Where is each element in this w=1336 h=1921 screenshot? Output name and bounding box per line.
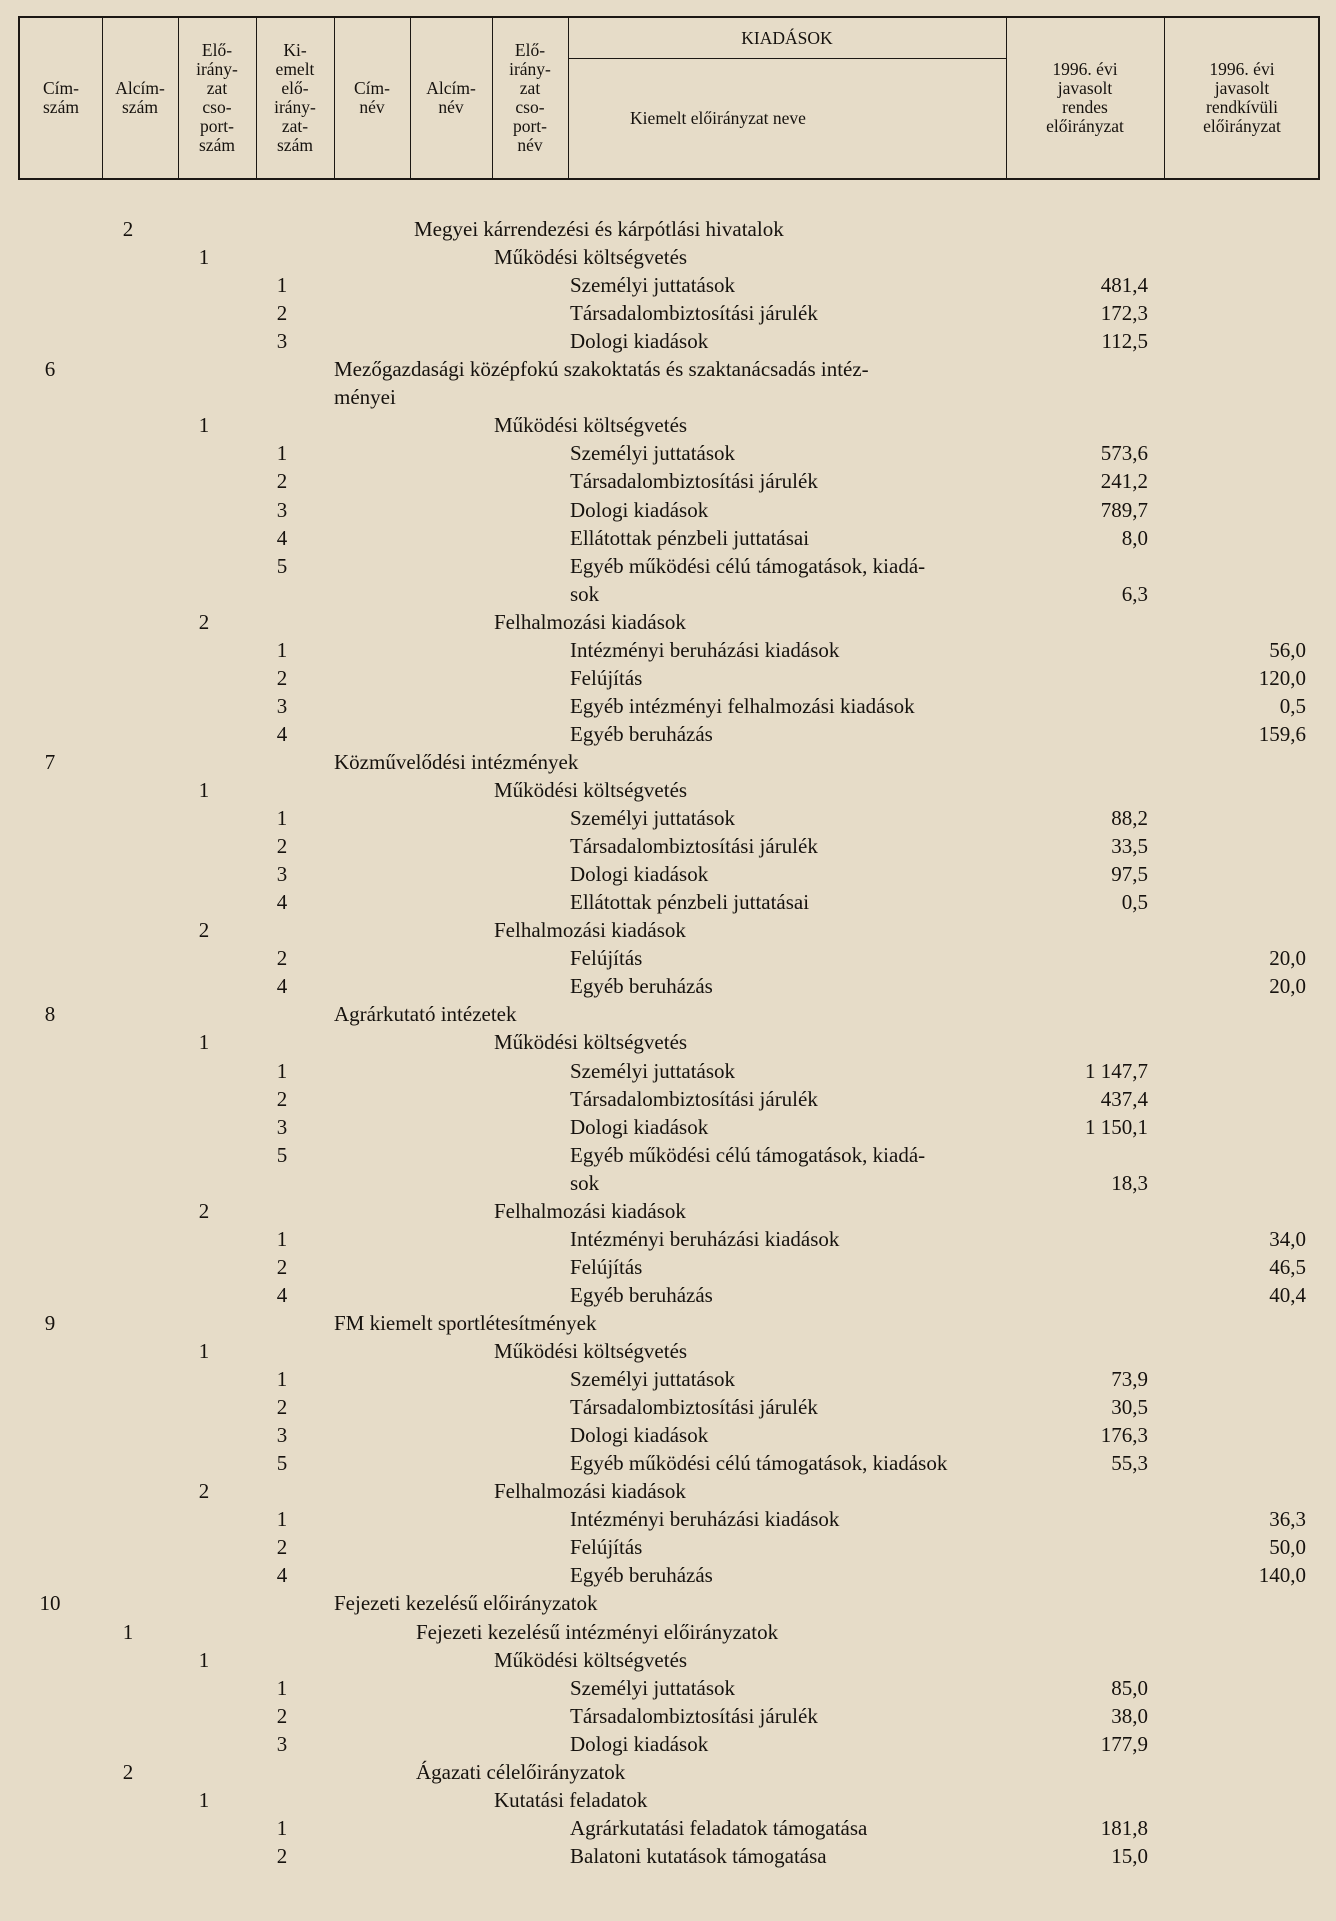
row-label: Ellátottak pénzbeli juttatásai: [570, 890, 810, 915]
row-label: Dologi kiadások: [570, 329, 709, 354]
row-number: 1: [276, 273, 288, 298]
row-number: 1: [276, 637, 288, 662]
row-number: 1: [122, 1619, 134, 1644]
rendes-value: 85,0: [1111, 1675, 1148, 1700]
table-row: [0, 1814, 1336, 1842]
table-row: [0, 1197, 1336, 1225]
row-number: 1: [276, 1058, 288, 1083]
rendes-value: 1 150,1: [1085, 1114, 1148, 1139]
row-label: Egyéb beruházás: [570, 721, 713, 746]
rendkivuli-value: 56,0: [1269, 637, 1306, 662]
row-number: 3: [276, 497, 288, 522]
table-row: [0, 383, 1336, 411]
row-number: 1: [198, 413, 210, 438]
row-number: 1: [276, 1675, 288, 1700]
row-number: 4: [276, 974, 288, 999]
rendes-value: 181,8: [1100, 1815, 1148, 1840]
table-row: [0, 439, 1336, 467]
row-number: 1: [198, 1030, 210, 1055]
row-number: 1: [198, 1787, 210, 1812]
row-label: Egyéb működési célú támogatások, kiadá-: [570, 1142, 926, 1167]
header-rendkivuli-eloiranyzat: 1996. évi javasolt rendkívüli előirányzat: [1203, 59, 1281, 136]
row-label: Egyéb beruházás: [570, 1282, 713, 1307]
row-label: Egyéb működési célú támogatások, kiadások: [570, 1451, 948, 1476]
row-label: Felhalmozási kiadások: [494, 1198, 686, 1223]
row-label: Működési költségvetés: [494, 778, 688, 802]
rendkivuli-value: 50,0: [1269, 1535, 1306, 1560]
row-number: 1: [198, 1647, 210, 1672]
table-row: [0, 580, 1336, 608]
rendkivuli-value: 20,0: [1269, 946, 1306, 971]
row-number: 2: [276, 1254, 288, 1279]
table-row: [0, 1225, 1336, 1253]
row-number: 1: [276, 1226, 288, 1251]
row-label: Közművelődési intézmények: [334, 749, 579, 774]
rendes-value: 0,5: [1121, 890, 1148, 915]
table-row: [0, 1421, 1336, 1449]
table-row: [0, 1589, 1336, 1617]
table-row: [0, 215, 1336, 243]
row-number: 3: [276, 693, 288, 718]
rendes-value: 97,5: [1111, 862, 1148, 887]
table-row: [0, 1758, 1336, 1786]
row-label: Egyéb működési célú támogatások, kiadá-: [570, 553, 926, 578]
row-label: Felhalmozási kiadások: [494, 609, 686, 634]
table-row: [0, 243, 1336, 271]
table-row: [0, 1646, 1336, 1674]
table-row: [0, 1309, 1336, 1337]
header-rendes-eloiranyzat: 1996. évi javasolt rendes előirányzat: [1046, 59, 1124, 136]
table-row: [0, 664, 1336, 692]
row-label: Személyi juttatások: [570, 441, 736, 466]
header-eloiranyzat-csoport-szam: Elő- irány- zat cso- port- szám: [196, 40, 238, 155]
row-label: Intézményi beruházási kiadások: [570, 1226, 840, 1251]
row-label: Személyi juttatások: [570, 806, 736, 831]
row-number: 1: [198, 1339, 210, 1363]
rendes-value: 481,4: [1100, 273, 1148, 298]
row-number: 2: [276, 1395, 288, 1420]
row-label: Felújítás: [570, 1254, 643, 1279]
table-row: [0, 1477, 1336, 1505]
row-number: 3: [276, 862, 288, 887]
table-row: [0, 524, 1336, 552]
table-row: [0, 720, 1336, 748]
table-row: [0, 916, 1336, 944]
row-number: 2: [276, 301, 288, 326]
row-number: 4: [276, 1282, 288, 1307]
header-kiadasok: KIADÁSOK: [741, 27, 833, 48]
row-label: Működési költségvetés: [494, 1647, 688, 1672]
table-row: [0, 1561, 1336, 1589]
rendes-value: 8,0: [1121, 525, 1148, 550]
row-number: 2: [276, 1535, 288, 1560]
row-number: 2: [276, 1703, 288, 1728]
row-label: sok: [570, 581, 600, 606]
row-label: Agrárkutató intézetek: [334, 1002, 517, 1027]
row-number: 1: [198, 778, 210, 802]
table-row: [0, 271, 1336, 299]
row-label: Társadalombiztosítási járulék: [570, 834, 818, 859]
table-header: [18, 16, 1320, 180]
rendes-value: 73,9: [1111, 1367, 1148, 1392]
row-label: Intézményi beruházási kiadások: [570, 637, 840, 662]
row-label: Kutatási feladatok: [494, 1787, 648, 1812]
row-label: Dologi kiadások: [570, 1731, 709, 1756]
table-row: [0, 552, 1336, 580]
row-label: Dologi kiadások: [570, 497, 709, 522]
row-number: 7: [44, 749, 56, 774]
rendes-value: 38,0: [1111, 1703, 1148, 1728]
row-label: FM kiemelt sportlétesítmények: [334, 1310, 597, 1335]
table-row: [0, 1702, 1336, 1730]
row-label: Személyi juttatások: [570, 273, 736, 298]
rendkivuli-value: 46,5: [1269, 1254, 1306, 1279]
row-number: 1: [198, 245, 210, 270]
table-row: [0, 1169, 1336, 1197]
row-number: 2: [276, 1086, 288, 1111]
table-row: [0, 1842, 1336, 1870]
row-number: 4: [276, 525, 288, 550]
row-label: sok: [570, 1170, 600, 1195]
rendes-value: 176,3: [1100, 1423, 1148, 1448]
rendkivuli-value: 140,0: [1258, 1563, 1306, 1588]
row-number: 2: [198, 1479, 210, 1504]
rendes-value: 437,4: [1100, 1086, 1148, 1111]
rendes-value: 177,9: [1100, 1731, 1148, 1756]
table-row: [0, 1085, 1336, 1113]
row-number: 4: [276, 1563, 288, 1588]
rendes-value: 88,2: [1111, 806, 1148, 831]
table-row: [0, 1365, 1336, 1393]
row-label: Felújítás: [570, 665, 643, 690]
row-label: Balatoni kutatások támogatása: [570, 1843, 827, 1868]
row-number: 3: [276, 1731, 288, 1756]
row-label: Mezőgazdasági középfokú szakoktatás és szaktanácsadás intéz-: [334, 357, 869, 382]
row-label: Dologi kiadások: [570, 1114, 709, 1139]
table-row: [0, 636, 1336, 664]
table-row: [0, 355, 1336, 383]
row-number: 2: [276, 665, 288, 690]
rendes-value: 112,5: [1101, 329, 1148, 354]
row-label: Személyi juttatások: [570, 1058, 736, 1083]
row-label: Társadalombiztosítási járulék: [570, 301, 818, 326]
row-number: 4: [276, 721, 288, 746]
rendes-value: 789,7: [1100, 497, 1148, 522]
row-number: 3: [276, 329, 288, 354]
table-row: [0, 1533, 1336, 1561]
row-number: 2: [122, 217, 134, 241]
row-label: Működési költségvetés: [494, 1339, 688, 1363]
row-label: Működési költségvetés: [494, 413, 688, 438]
row-number: 2: [198, 609, 210, 634]
table-row: [0, 1113, 1336, 1141]
row-number: 8: [44, 1002, 56, 1027]
rendes-value: 15,0: [1111, 1843, 1148, 1868]
table-row: [0, 860, 1336, 888]
row-label: Felhalmozási kiadások: [494, 1479, 686, 1504]
rendes-value: 55,3: [1111, 1451, 1148, 1476]
row-number: 2: [198, 918, 210, 943]
rendkivuli-value: 120,0: [1258, 665, 1306, 690]
rendes-value: 241,2: [1100, 469, 1148, 494]
row-label: Felhalmozási kiadások: [494, 918, 686, 943]
table-row: [0, 748, 1336, 776]
rendkivuli-value: 36,3: [1269, 1507, 1306, 1532]
table-row: [0, 1281, 1336, 1309]
row-label: Megyei kárrendezési és kárpótlási hivatalok: [414, 217, 784, 241]
header-eloiranyzat-csoport-nev: Elő- irány- zat cso- port- név: [509, 40, 551, 155]
table-row: [0, 776, 1336, 804]
table-row: [0, 299, 1336, 327]
row-label: Társadalombiztosítási járulék: [570, 469, 818, 494]
table-row: [0, 944, 1336, 972]
row-label: Dologi kiadások: [570, 862, 709, 887]
row-label: Társadalombiztosítási járulék: [570, 1703, 818, 1728]
rendes-value: 6,3: [1121, 581, 1148, 606]
row-label: Egyéb beruházás: [570, 1563, 713, 1588]
rendkivuli-value: 34,0: [1269, 1226, 1306, 1251]
table-row: [0, 972, 1336, 1000]
row-label: Működési költségvetés: [494, 1030, 688, 1055]
table-row: [0, 1253, 1336, 1281]
rendes-value: 30,5: [1111, 1395, 1148, 1420]
table-row: [0, 467, 1336, 495]
row-number: 2: [276, 834, 288, 859]
table-row: [0, 888, 1336, 916]
row-number: 2: [276, 946, 288, 971]
row-number: 6: [44, 357, 56, 382]
header-kiemelt-eloiranyzat-neve: Kiemelt előirányzat neve: [630, 107, 806, 128]
row-number: 1: [276, 806, 288, 831]
row-label: Felújítás: [570, 1535, 643, 1560]
row-label: Fejezeti kezelésű előirányzatok: [334, 1591, 598, 1616]
row-label: Felújítás: [570, 946, 643, 971]
table-row: [0, 1674, 1336, 1702]
row-number: 9: [44, 1310, 56, 1335]
row-label: Dologi kiadások: [570, 1423, 709, 1448]
header-kiemelt-eloiranyzat-szam: Ki- emelt elő- irány- zat- szám: [274, 40, 316, 155]
table-row: [0, 1393, 1336, 1421]
row-label: Ágazati célelőirányzatok: [416, 1759, 626, 1784]
table-row: [0, 1141, 1336, 1169]
row-number: 5: [276, 1451, 288, 1476]
row-label: Egyéb intézményi felhalmozási kiadások: [570, 693, 915, 718]
table-row: [0, 496, 1336, 524]
row-number: 3: [276, 1423, 288, 1448]
table-row: [0, 692, 1336, 720]
header-alcim-nev: Alcím- név: [426, 78, 476, 117]
rendes-value: 573,6: [1100, 441, 1148, 466]
row-label: ményei: [334, 385, 396, 410]
header-alcim-szam: Alcím- szám: [115, 78, 165, 117]
table-row: [0, 1028, 1336, 1056]
rendkivuli-value: 159,6: [1258, 721, 1306, 746]
rendes-value: 1 147,7: [1085, 1058, 1148, 1083]
rendes-value: 18,3: [1111, 1170, 1148, 1195]
row-number: 5: [276, 1142, 288, 1167]
header-cim-szam: Cím- szám: [43, 78, 79, 117]
table-row: [0, 1618, 1336, 1646]
row-label: Intézményi beruházási kiadások: [570, 1507, 840, 1532]
table-row: [0, 411, 1336, 439]
row-label: Személyi juttatások: [570, 1675, 736, 1700]
rendkivuli-value: 20,0: [1269, 974, 1306, 999]
row-number: 2: [198, 1198, 210, 1223]
row-label: Agrárkutatási feladatok támogatása: [570, 1815, 868, 1840]
row-number: 2: [276, 1843, 288, 1868]
row-number: 3: [276, 1114, 288, 1139]
row-number: 2: [276, 469, 288, 494]
table-row: [0, 1786, 1336, 1814]
row-label: Személyi juttatások: [570, 1367, 736, 1392]
row-label: Fejezeti kezelésű intézményi előirányzatok: [416, 1619, 779, 1644]
row-label: Egyéb beruházás: [570, 974, 713, 999]
table-row: [0, 1449, 1336, 1477]
header-cim-nev: Cím- név: [354, 78, 390, 117]
row-number: 1: [276, 441, 288, 466]
rendkivuli-value: 40,4: [1269, 1282, 1306, 1307]
table-row: [0, 1337, 1336, 1365]
row-label: Működési költségvetés: [494, 245, 688, 270]
table-row: [0, 1000, 1336, 1028]
table-row: [0, 1505, 1336, 1533]
row-number: 1: [276, 1507, 288, 1532]
row-number: 10: [39, 1591, 61, 1616]
row-label: Társadalombiztosítási járulék: [570, 1086, 818, 1111]
table-row: [0, 1057, 1336, 1085]
row-label: Társadalombiztosítási járulék: [570, 1395, 818, 1420]
table-row: [0, 832, 1336, 860]
rendes-value: 33,5: [1111, 834, 1148, 859]
rendes-value: 172,3: [1100, 301, 1148, 326]
table-row: [0, 1730, 1336, 1758]
row-number: 2: [122, 1759, 134, 1784]
row-number: 4: [276, 890, 288, 915]
table-row: [0, 327, 1336, 355]
row-number: 1: [276, 1815, 288, 1840]
table-row: [0, 804, 1336, 832]
table-row: [0, 608, 1336, 636]
row-label: Ellátottak pénzbeli juttatásai: [570, 525, 810, 550]
row-number: 5: [276, 553, 288, 578]
rendkivuli-value: 0,5: [1279, 693, 1306, 718]
row-number: 1: [276, 1367, 288, 1392]
